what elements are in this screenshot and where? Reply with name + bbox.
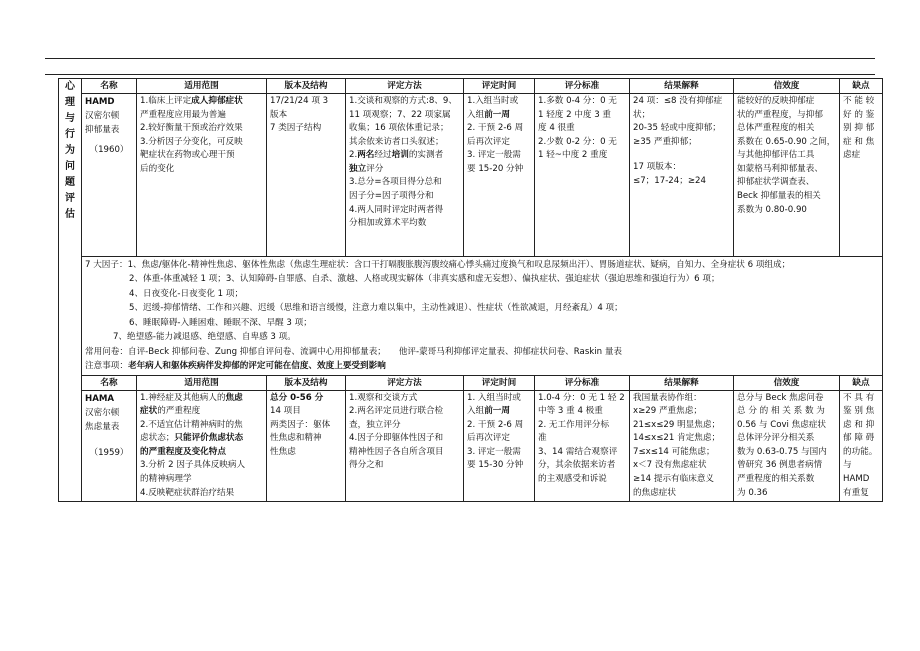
hama-scoring-line: 1.0-4 分：0 无 1 轻 2	[538, 392, 625, 403]
header-validity: 信效度	[734, 79, 840, 94]
hamd-scoring	[535, 94, 630, 257]
hamd-validity	[734, 94, 840, 257]
hamd-method-text: 评分	[366, 163, 384, 174]
hamd-time-line: 1.入组当时或	[467, 96, 519, 106]
top-rule-1	[45, 58, 875, 59]
hama-version-bold: 总分 0-56 分	[270, 392, 324, 403]
hamd-scope-text: 1.临床上评定	[140, 96, 192, 106]
hama-scope-bold: 的严重程度及变化特点	[140, 446, 226, 457]
hamd-validity-line: 系数为 0.80-0.90	[737, 204, 807, 215]
hama-validity-line: 总体评分评分相关系	[737, 433, 815, 444]
hamd-validity-line: 如蒙格马利抑郁量表、	[737, 163, 823, 174]
hamd-name-line2: 抑郁量表	[85, 125, 120, 136]
note-text: 老年病人和躯体疾病伴发抑郁的评定可能在信度、效度上要受到影响	[127, 361, 386, 372]
hama-validity-line: 严重程度的相关系数	[737, 473, 815, 484]
hamd-method-text: 经过	[374, 150, 392, 161]
hama-result-line: 的焦虑症状	[633, 487, 676, 498]
hamd-version-line: 版本	[270, 109, 288, 120]
hama-method-line: 4.因子分即躯体性因子和	[349, 433, 444, 444]
factor-item: 2、体重-体重减轻 1 项；3、认知障碍-自罪感、自杀、激越、人格或现实解体（非真实感和虚无妄想）、偏执症状、强迫症状（强迫思维和强迫行为）6 项；	[129, 274, 720, 285]
hamd-flaws-line: 不 能 较	[843, 96, 875, 106]
hama-version-line: 两类因子：躯体	[270, 419, 331, 430]
header-time: 评定时间	[464, 79, 535, 94]
factor-item: 5、迟缓-抑郁情绪、工作和兴趣、迟缓（思维和语言缓慢，注意力难以集中，主动性减退）、性症状（性欲减退，月经紊乱）4 项；	[129, 303, 623, 314]
hama-scoring-line: 分，其余依据来访者	[538, 460, 616, 471]
factor-item: 6、睡眠障碍-入睡困难、睡眠不深、早醒 3 项；	[129, 317, 312, 328]
hamd-scope	[137, 94, 267, 257]
hama-validity-line: 数为 0.63-0.75 与国内	[737, 446, 827, 457]
header-method: 评定方法	[346, 79, 464, 94]
hama-flaws	[840, 390, 883, 502]
hama-flaws-line: 不 具 有	[843, 392, 875, 403]
hama-flaws-line: 有重复	[843, 487, 869, 498]
hama-scope-text: 的严重程度	[157, 406, 201, 417]
hama-time-line: 1. 入组当时或	[467, 392, 521, 403]
hama-time-line: 后再次评定	[467, 433, 510, 444]
hama-scoring-line: 准	[538, 433, 547, 444]
hama-flaws-line: 郁 障 碍	[843, 433, 875, 444]
hamd-method-text: 的实测者	[408, 150, 444, 161]
hama-method-line: 1.观察和交谈方式	[349, 392, 418, 403]
hama-time-bold: 前一周	[484, 406, 510, 417]
hama-year: （1959）	[89, 448, 129, 459]
hama-version-line: 性焦虑	[270, 446, 296, 457]
hamd-method-line: 3.总分=各项目得分总和	[349, 177, 442, 188]
hamd-scoring-line: 1.多数 0-4 分：0 无	[538, 96, 617, 106]
hamd-flaws-line: 好 的 鉴	[843, 109, 875, 120]
factor-item: 4、日夜变化-日夜变化 1 项；	[129, 288, 244, 299]
hamd-method-line: 收集；16 项依体重记录；	[349, 123, 449, 134]
hama-method	[346, 390, 464, 502]
hamd-flaws-line: 症 和 焦	[843, 136, 875, 147]
hamd-scope-line: 后的变化	[140, 163, 175, 174]
hama-scope-bold: 症状	[140, 406, 158, 417]
hama-version-line: 性焦虑和精神	[270, 433, 322, 444]
hama-name-line2: 焦虑量表	[85, 421, 120, 432]
hamd-validity-line: 能较好的反映抑郁症	[737, 96, 815, 106]
factor-row	[59, 257, 883, 376]
hama-result-line: 14≤x≤21 肯定焦虑；	[633, 433, 721, 444]
header-scope: 适用范围	[137, 79, 267, 94]
header2-scope: 适用范围	[137, 375, 267, 390]
hamd-scoring-line: 1 轻度 2 中度 3 重	[538, 109, 612, 120]
hama-time-line: 2. 干预 2-6 周	[467, 419, 524, 430]
header2-method: 评定方法	[346, 375, 464, 390]
hamd-method-line: 因子分=因子项得分和	[349, 191, 434, 202]
hama-scope-line: 4.反映靶症状群治疗结果	[140, 487, 235, 498]
hama-row	[59, 390, 883, 502]
assessment-table	[58, 78, 883, 502]
hamd-method-line: 11 项观察；7、22 项家属	[349, 109, 451, 120]
header2-time: 评定时间	[464, 375, 535, 390]
hamd-validity-line: Beck 抑郁量表的相关	[737, 191, 821, 202]
hamd-result	[630, 94, 734, 257]
hamd-scope-line: 2.较好衡量干预或治疗效果	[140, 123, 243, 134]
hama-validity-line: 0.56 与 Covi 焦虑症状	[737, 419, 827, 430]
hama-version	[267, 390, 346, 502]
top-rule-2	[45, 74, 875, 75]
hama-scope-text: 虑状态；	[140, 433, 175, 444]
header2-scoring: 评分标准	[535, 375, 630, 390]
header2-validity: 信效度	[734, 375, 840, 390]
hamd-scoring-line: 1 轻~中度 2 重度	[538, 150, 608, 161]
hama-scoring-line: 2. 无工作用评分标	[538, 419, 610, 430]
hamd-validity-line: 总体严重程度的相关	[737, 123, 815, 134]
hamd-result-line: 状；	[633, 109, 651, 120]
side-label-char: 题	[65, 177, 75, 188]
hama-result	[630, 390, 734, 502]
hamd-name-line1: 汉密尔顿	[85, 111, 120, 122]
hamd-method-line: 分相加或算术平均数	[349, 218, 427, 229]
hamd-scope-line: 靶症状在药物或心理干预	[140, 150, 235, 161]
hamd-year: （1960）	[89, 144, 129, 155]
hama-validity	[734, 390, 840, 502]
header-scoring: 评分标准	[535, 79, 630, 94]
hamd-time-line: 2. 干预 2-6 周	[467, 123, 524, 134]
hamd-method-bold: 独立	[349, 163, 367, 174]
hama-scoring	[535, 390, 630, 502]
hamd-version	[267, 94, 346, 257]
hama-validity-line: 曾研究 36 例患者病情	[737, 460, 823, 471]
hama-time	[464, 390, 535, 502]
hama-time-line: 要 15-30 分钟	[467, 460, 524, 471]
hamd-scope-line: 3.分析因子分变化，可反映	[140, 136, 243, 147]
hama-time-line: 3. 评定一般需	[467, 446, 521, 457]
hamd-result-gap	[633, 149, 730, 161]
hamd-method-line: 4.两人同时评定时两者得	[349, 204, 444, 215]
header2-flaws: 缺点	[840, 375, 883, 390]
hamd-method-line: 其余依来访者口头叙述；	[349, 136, 444, 147]
header-row-2	[59, 375, 883, 390]
hama-flaws-line: 虑 和 抑	[843, 419, 875, 430]
header-result: 结果解释	[630, 79, 734, 94]
side-label-char: 估	[65, 209, 75, 220]
header2-result: 结果解释	[630, 375, 734, 390]
hamd-validity-line: 抑郁症状学调查表、	[737, 177, 815, 188]
side-label-char: 行	[65, 129, 75, 140]
hamd-flaws	[840, 94, 883, 257]
hama-scoring-line: 3、14 需结合观察评	[538, 446, 618, 457]
hama-scope-bold: 只能评价焦虑状态	[174, 433, 244, 444]
note-label: 注意事项：	[85, 361, 128, 372]
hama-method-line: 2.两名评定员进行联合检	[349, 406, 444, 417]
header-version: 版本及结构	[267, 79, 346, 94]
hamd-method-bold: 培训	[391, 150, 409, 161]
hamd-scope-bold: 成人抑郁症状	[191, 96, 243, 106]
hamd-method-bold: 两名	[357, 150, 375, 161]
hamd-validity-line: 系数在 0.65-0.90 之间，	[737, 136, 836, 147]
hama-result-line: x＜7 没有焦虑症状	[633, 460, 707, 471]
hama-scoring-line: 的主观感受和诉说	[538, 473, 607, 484]
hama-scope-line: 2.不适宜估计精神病时的焦	[140, 419, 243, 430]
header2-version: 版本及结构	[267, 375, 346, 390]
hamd-scoring-line: 度 4 很重	[538, 123, 575, 134]
hama-name-line1: 汉密尔顿	[85, 407, 120, 418]
hama-time-text: 入组	[467, 406, 485, 417]
hama-version-line: 14 项目	[270, 406, 301, 417]
side-label	[61, 79, 79, 223]
hamd-abbr: HAMD	[85, 97, 115, 107]
hama-flaws-line: 与	[843, 460, 852, 471]
hamd-result-line: 24 项：≤8 没有抑郁症	[633, 96, 723, 106]
hamd-time-line: 3. 评定一般需	[467, 150, 521, 161]
factor-intro: 7 大因子：1、焦虑/躯体化-精神性焦虑、躯体性焦虑（焦虑生理症状：含口干打嗝腹胀腹泻腹绞痛心悸头痛过度换气和叹息尿频出汗）、胃肠道症状、疑病，自知力、全身症状 6 项组成；	[85, 260, 791, 270]
hama-scope	[137, 390, 267, 502]
factor-item: 7、绝望感-能力减退感、绝望感、自卑感 3 项。	[113, 332, 296, 343]
side-label-cell	[59, 79, 82, 502]
hamd-result-line: ≥35 严重抑郁；	[633, 136, 697, 147]
hama-scope-line: 3.分析 2 因子具体反映病人	[140, 460, 246, 471]
hama-validity-line: 为 0.36	[737, 487, 768, 498]
side-label-char: 与	[65, 113, 75, 124]
hama-scoring-line: 中等 3 重 4 极重	[538, 406, 603, 417]
hamd-scope-line: 严重程度应用最为普遍	[140, 109, 226, 120]
hama-result-line: ≥14 提示有临床意义	[633, 473, 715, 484]
hama-result-line: 21≤x≤29 明显焦虑；	[633, 419, 721, 430]
common-questionnaires: 常用问卷：自评-Beck 抑郁问卷、Zung 抑郁自评问卷、流调中心用抑郁量表； 他评-蒙哥马利抑郁评定量表、抑郁症状问卷、Raskin 量表	[85, 346, 623, 357]
hama-result-line: x≥29 严重焦虑；	[633, 406, 702, 417]
hamd-result-line: 20-35 轻或中度抑郁；	[633, 123, 721, 134]
hamd-time	[464, 94, 535, 257]
hamd-flaws-line: 虑症	[843, 150, 861, 161]
hama-method-line: 精神性因子各自所含项目	[349, 446, 444, 457]
hamd-result-line: ≤7；17-24；≥24	[633, 175, 706, 186]
hamd-method-text: 2.	[349, 150, 358, 161]
hama-method-line: 查，独立评分	[349, 419, 401, 430]
hamd-row	[59, 94, 883, 257]
hama-result-line: 7≤x≤14 可能焦虑；	[633, 446, 715, 457]
hama-validity-line: 总分与 Beck 焦虑问卷	[737, 392, 824, 403]
header2-name: 名称	[82, 375, 137, 390]
header-row-1	[59, 79, 883, 94]
hamd-method-line: 1.交谈和观察的方式:8、9、	[349, 96, 457, 106]
hama-scope-text: 1.神经症及其他病人的	[140, 392, 226, 403]
header-flaws: 缺点	[840, 79, 883, 94]
hamd-scoring-line: 2.少数 0-2 分：0 无	[538, 136, 617, 147]
hama-abbr: HAMA	[85, 393, 115, 404]
side-label-char: 理	[65, 97, 75, 108]
hamd-name-cell	[82, 94, 137, 257]
hamd-validity-line: 状的严重程度，与抑郁	[737, 109, 823, 120]
hama-validity-line: 总 分 的 相 关 系 数 为	[737, 406, 825, 417]
header-name: 名称	[82, 79, 137, 94]
hama-scope-bold: 焦虑	[225, 392, 243, 403]
hamd-time-bold: 前一周	[484, 109, 510, 120]
hama-result-line: 我国量表协作组：	[633, 392, 702, 403]
side-label-char: 为	[65, 145, 75, 156]
hama-scope-line: 的精神病理学	[140, 473, 192, 484]
hamd-version-line: 17/21/24 项 3	[270, 96, 329, 106]
side-label-char: 评	[65, 193, 75, 204]
hamd-validity-line: 与其他抑郁评估工具	[737, 150, 815, 161]
hamd-version-line: 7 类因子结构	[270, 123, 322, 134]
factor-notes	[82, 257, 883, 376]
hamd-flaws-line: 别 抑 郁	[843, 123, 875, 134]
side-label-char: 问	[65, 161, 75, 172]
hamd-result-line: 17 项版本：	[633, 162, 682, 173]
side-label-char: 心	[65, 81, 75, 92]
hama-name-cell	[82, 390, 137, 502]
hamd-time-line: 后再次评定	[467, 136, 510, 147]
hamd-time-text: 入组	[467, 109, 485, 120]
hamd-time-line: 要 15-20 分钟	[467, 163, 524, 174]
hama-method-line: 得分之和	[349, 460, 384, 471]
hama-flaws-line: 的功能。	[843, 446, 878, 457]
hama-flaws-line: HAMD	[843, 473, 870, 484]
hamd-method	[346, 94, 464, 257]
hama-flaws-line: 鉴 别 焦	[843, 406, 875, 417]
